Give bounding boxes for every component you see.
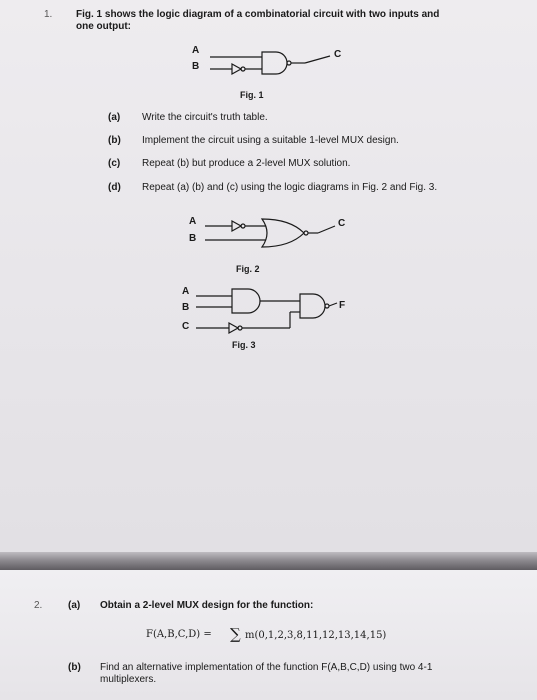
formula-rhs: m(0,1,2,3,8,11,12,13,14,15) [245, 630, 387, 641]
fig3-inverter-icon [229, 323, 238, 333]
fig3-output-f: F [339, 300, 346, 311]
q1-item-d-text: Repeat (a) (b) and (c) using the logic diagrams in Fig. 2 and Fig. 3. [142, 182, 438, 193]
question-1-intro-line-1: Fig. 1 shows the logic diagram of a combinatorial circuit with two inputs and [76, 9, 440, 20]
q1-item-c-label: (c) [108, 158, 121, 169]
fig1-output-c: C [334, 49, 342, 60]
fig3-input-a: A [182, 286, 190, 297]
q1-item-a-label: (a) [108, 112, 121, 123]
question-2-number: 2. [34, 600, 43, 611]
q2-item-b-text-line-1: Find an alternative implementation of the function F(A,B,C,D) using two 4-1 [100, 662, 433, 673]
fig1-input-a: A [192, 45, 200, 56]
fig3-caption: Fig. 3 [232, 340, 256, 350]
q1-item-c-text: Repeat (b) but produce a 2-level MUX solution. [142, 158, 351, 169]
q1-item-a-text: Write the circuit's truth table. [142, 112, 268, 123]
fig3-wire-out-f [329, 303, 337, 306]
fig1-input-b: B [192, 61, 200, 72]
q2-item-a-text: Obtain a 2-level MUX design for the function: [100, 600, 314, 611]
formula-lhs: F(A,B,C,D) = [146, 629, 212, 640]
fig3-input-b: B [182, 302, 190, 313]
q1-item-b-label: (b) [108, 135, 121, 146]
fig2-output-c: C [338, 218, 346, 229]
q1-item-d-label: (d) [108, 182, 121, 193]
fig3-logic-diagram [0, 0, 537, 345]
q2-item-b-label: (b) [68, 662, 81, 673]
q1-item-b-text: Implement the circuit using a suitable 1-level MUX design. [142, 135, 399, 146]
formula-sum-symbol: ∑ [230, 625, 241, 643]
fig1-caption: Fig. 1 [240, 90, 264, 100]
fig2-caption: Fig. 2 [236, 264, 260, 274]
fig3-input-c: C [182, 321, 190, 332]
question-1-number: 1. [44, 9, 53, 20]
q2-item-a-label: (a) [68, 600, 81, 611]
fig3-and-gate-icon [232, 289, 260, 313]
worksheet-page-2 [0, 570, 537, 700]
fig3-nand-gate-icon [300, 294, 325, 318]
question-1-intro-line-2: one output: [76, 21, 131, 32]
fig2-input-a: A [189, 216, 197, 227]
q2-item-b-text-line-2: multiplexers. [100, 674, 157, 685]
fig2-input-b: B [189, 233, 197, 244]
page-gap-shadow [0, 552, 537, 570]
